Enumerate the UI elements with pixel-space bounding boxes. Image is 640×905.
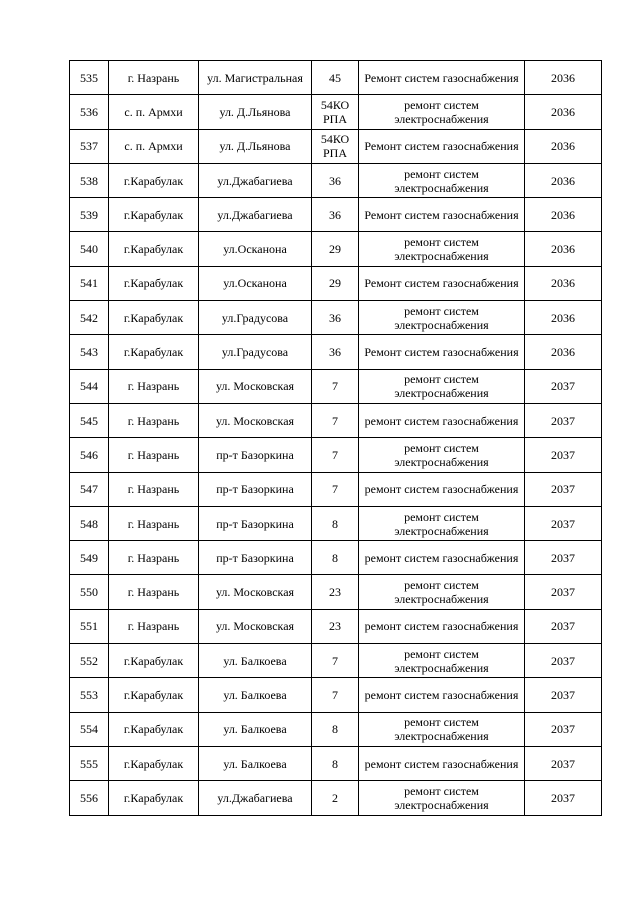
year-cell-text: 2037 xyxy=(551,619,575,634)
settlement-cell-text: г. Назрань xyxy=(127,585,180,600)
row-number-cell xyxy=(70,266,109,300)
house-number-cell xyxy=(312,403,359,437)
settlement-cell xyxy=(109,301,199,335)
house-number-cell-text: 7 xyxy=(332,482,338,497)
work-type-cell-text: ремонт систем электроснабжения xyxy=(394,715,489,744)
year-cell-text: 2036 xyxy=(551,276,575,291)
house-number-cell-text: 23 xyxy=(329,619,341,634)
settlement-cell-text: с. п. Армхи xyxy=(124,104,183,119)
settlement-cell xyxy=(109,712,199,746)
year-cell-text: 2037 xyxy=(551,413,575,428)
house-number-cell xyxy=(312,301,359,335)
year-cell-text: 2036 xyxy=(551,242,575,257)
street-cell-text: ул. Магистральная xyxy=(207,70,303,85)
house-number-cell-text: 7 xyxy=(332,413,338,428)
settlement-cell xyxy=(109,403,199,437)
street-cell xyxy=(199,781,312,815)
street-cell-text: ул. Д.Льянова xyxy=(219,104,291,119)
row-number-cell-text: 551 xyxy=(80,619,98,634)
street-cell xyxy=(199,438,312,472)
row-number-cell xyxy=(70,129,109,163)
row-number-cell xyxy=(70,335,109,369)
street-cell xyxy=(199,746,312,780)
house-number-cell-text: 7 xyxy=(332,379,338,394)
work-type-cell-text: ремонт систем газоснабжения xyxy=(364,413,519,428)
street-cell-text: ул. Балкоева xyxy=(223,687,287,702)
row-number-cell xyxy=(70,541,109,575)
street-cell-text: пр-т Базоркина xyxy=(216,550,294,565)
work-type-cell-text: Ремонт систем газоснабжения xyxy=(364,276,519,291)
settlement-cell-text: г.Карабулак xyxy=(123,687,184,702)
street-cell-text: ул. Московская xyxy=(215,379,295,394)
year-cell-text: 2036 xyxy=(551,345,575,360)
house-number-cell xyxy=(312,575,359,609)
row-number-cell xyxy=(70,712,109,746)
work-type-cell xyxy=(359,61,525,95)
work-type-cell-text: ремонт систем газоснабжения xyxy=(364,756,519,771)
work-type-cell xyxy=(359,163,525,197)
row-number-cell-text: 542 xyxy=(80,310,98,325)
settlement-cell-text: г.Карабулак xyxy=(123,276,184,291)
house-number-cell xyxy=(312,746,359,780)
settlement-cell-text: г. Назрань xyxy=(127,413,180,428)
row-number-cell-text: 543 xyxy=(80,345,98,360)
street-cell-text: ул. Московская xyxy=(215,585,295,600)
work-type-cell xyxy=(359,575,525,609)
house-number-cell xyxy=(312,472,359,506)
table-row xyxy=(70,506,602,540)
work-type-cell xyxy=(359,781,525,815)
row-number-cell xyxy=(70,95,109,129)
row-number-cell-text: 556 xyxy=(80,790,98,805)
year-cell xyxy=(525,95,602,129)
row-number-cell-text: 535 xyxy=(80,70,98,85)
street-cell xyxy=(199,369,312,403)
house-number-cell-text: 54КО РПА xyxy=(320,97,350,126)
work-type-cell-text: ремонт систем электроснабжения xyxy=(394,303,489,332)
house-number-cell-text: 7 xyxy=(332,687,338,702)
year-cell-text: 2036 xyxy=(551,70,575,85)
row-number-cell-text: 539 xyxy=(80,207,98,222)
street-cell xyxy=(199,95,312,129)
table-row xyxy=(70,746,602,780)
row-number-cell xyxy=(70,61,109,95)
settlement-cell xyxy=(109,335,199,369)
street-cell-text: ул. Московская xyxy=(215,619,295,634)
work-type-cell-text: ремонт систем электроснабжения xyxy=(394,646,489,675)
house-number-cell-text: 2 xyxy=(332,790,338,805)
street-cell xyxy=(199,335,312,369)
year-cell-text: 2037 xyxy=(551,790,575,805)
street-cell-text: ул. Московская xyxy=(215,413,295,428)
table-row xyxy=(70,575,602,609)
year-cell xyxy=(525,232,602,266)
house-number-cell-text: 7 xyxy=(332,447,338,462)
house-number-cell xyxy=(312,61,359,95)
house-number-cell-text: 8 xyxy=(332,756,338,771)
house-number-cell xyxy=(312,266,359,300)
work-type-cell-text: ремонт систем электроснабжения xyxy=(394,578,489,607)
house-number-cell-text: 8 xyxy=(332,722,338,737)
settlement-cell-text: г. Назрань xyxy=(127,379,180,394)
settlement-cell xyxy=(109,232,199,266)
house-number-cell-text: 45 xyxy=(329,70,341,85)
house-number-cell xyxy=(312,781,359,815)
year-cell-text: 2037 xyxy=(551,687,575,702)
row-number-cell-text: 554 xyxy=(80,722,98,737)
street-cell xyxy=(199,644,312,678)
row-number-cell-text: 544 xyxy=(80,379,98,394)
work-type-cell xyxy=(359,678,525,712)
settlement-cell xyxy=(109,438,199,472)
settlement-cell-text: г. Назрань xyxy=(127,516,180,531)
work-type-cell-text: ремонт систем электроснабжения xyxy=(394,235,489,264)
year-cell-text: 2037 xyxy=(551,447,575,462)
street-cell xyxy=(199,301,312,335)
settlement-cell xyxy=(109,266,199,300)
work-type-cell-text: ремонт систем электроснабжения xyxy=(394,372,489,401)
table-row xyxy=(70,266,602,300)
settlement-cell-text: г.Карабулак xyxy=(123,653,184,668)
settlement-cell xyxy=(109,781,199,815)
year-cell xyxy=(525,781,602,815)
street-cell-text: ул.Джабагиева xyxy=(217,173,293,188)
table-row xyxy=(70,198,602,232)
work-type-cell-text: ремонт систем газоснабжения xyxy=(364,619,519,634)
house-number-cell-text: 36 xyxy=(329,345,341,360)
table-row xyxy=(70,781,602,815)
settlement-cell-text: г.Карабулак xyxy=(123,173,184,188)
work-type-cell-text: Ремонт систем газоснабжения xyxy=(364,139,519,154)
year-cell xyxy=(525,575,602,609)
work-type-cell xyxy=(359,198,525,232)
row-number-cell xyxy=(70,198,109,232)
table-row xyxy=(70,61,602,95)
street-cell-text: ул. Д.Льянова xyxy=(219,139,291,154)
row-number-cell-text: 547 xyxy=(80,482,98,497)
street-cell-text: ул.Градусова xyxy=(221,310,289,325)
settlement-cell-text: г.Карабулак xyxy=(123,242,184,257)
settlement-cell xyxy=(109,506,199,540)
work-type-cell-text: Ремонт систем газоснабжения xyxy=(364,345,519,360)
work-type-cell-text: Ремонт систем газоснабжения xyxy=(364,70,519,85)
work-type-cell-text: ремонт систем электроснабжения xyxy=(394,509,489,538)
work-type-cell xyxy=(359,129,525,163)
work-type-cell xyxy=(359,335,525,369)
settlement-cell-text: г. Назрань xyxy=(127,447,180,462)
street-cell xyxy=(199,129,312,163)
house-number-cell xyxy=(312,163,359,197)
table-row xyxy=(70,609,602,643)
street-cell-text: пр-т Базоркина xyxy=(216,516,294,531)
house-number-cell-text: 23 xyxy=(329,585,341,600)
table-body xyxy=(70,61,602,816)
table-row xyxy=(70,403,602,437)
table-row xyxy=(70,438,602,472)
row-number-cell-text: 549 xyxy=(80,550,98,565)
work-type-cell xyxy=(359,644,525,678)
year-cell xyxy=(525,198,602,232)
work-type-cell-text: ремонт систем газоснабжения xyxy=(364,550,519,565)
work-type-cell xyxy=(359,301,525,335)
settlement-cell-text: г. Назрань xyxy=(127,70,180,85)
row-number-cell-text: 537 xyxy=(80,139,98,154)
street-cell xyxy=(199,198,312,232)
year-cell-text: 2037 xyxy=(551,482,575,497)
house-number-cell-text: 8 xyxy=(332,550,338,565)
table-row xyxy=(70,301,602,335)
settlement-cell xyxy=(109,61,199,95)
row-number-cell xyxy=(70,644,109,678)
street-cell-text: ул. Балкоева xyxy=(223,756,287,771)
street-cell xyxy=(199,541,312,575)
settlement-cell xyxy=(109,472,199,506)
house-number-cell-text: 36 xyxy=(329,207,341,222)
settlement-cell-text: г. Назрань xyxy=(127,482,180,497)
work-type-cell xyxy=(359,369,525,403)
work-type-cell-text: ремонт систем газоснабжения xyxy=(364,687,519,702)
street-cell xyxy=(199,575,312,609)
settlement-cell-text: с. п. Армхи xyxy=(124,139,183,154)
settlement-cell-text: г.Карабулак xyxy=(123,790,184,805)
row-number-cell-text: 536 xyxy=(80,104,98,119)
street-cell xyxy=(199,472,312,506)
settlement-cell xyxy=(109,678,199,712)
settlement-cell-text: г.Карабулак xyxy=(123,207,184,222)
settlement-cell xyxy=(109,575,199,609)
year-cell-text: 2037 xyxy=(551,550,575,565)
street-cell-text: ул.Осканона xyxy=(223,276,287,291)
table-row xyxy=(70,541,602,575)
house-number-cell-text: 36 xyxy=(329,173,341,188)
settlement-cell xyxy=(109,95,199,129)
row-number-cell xyxy=(70,369,109,403)
year-cell xyxy=(525,712,602,746)
row-number-cell xyxy=(70,472,109,506)
work-type-cell-text: ремонт систем электроснабжения xyxy=(394,783,489,812)
year-cell-text: 2036 xyxy=(551,310,575,325)
year-cell xyxy=(525,335,602,369)
year-cell-text: 2036 xyxy=(551,104,575,119)
street-cell-text: пр-т Базоркина xyxy=(216,447,294,462)
settlement-cell xyxy=(109,198,199,232)
work-type-cell xyxy=(359,95,525,129)
house-number-cell xyxy=(312,712,359,746)
house-number-cell xyxy=(312,506,359,540)
house-number-cell xyxy=(312,335,359,369)
year-cell xyxy=(525,644,602,678)
table-row xyxy=(70,644,602,678)
year-cell-text: 2036 xyxy=(551,173,575,188)
year-cell xyxy=(525,163,602,197)
house-number-cell-text: 36 xyxy=(329,310,341,325)
year-cell xyxy=(525,301,602,335)
house-number-cell xyxy=(312,129,359,163)
row-number-cell xyxy=(70,575,109,609)
work-type-cell xyxy=(359,438,525,472)
settlement-cell-text: г. Назрань xyxy=(127,619,180,634)
year-cell xyxy=(525,746,602,780)
row-number-cell xyxy=(70,506,109,540)
house-number-cell xyxy=(312,438,359,472)
year-cell xyxy=(525,61,602,95)
house-number-cell xyxy=(312,609,359,643)
house-number-cell xyxy=(312,95,359,129)
house-number-cell-text: 29 xyxy=(329,242,341,257)
house-number-cell-text: 8 xyxy=(332,516,338,531)
year-cell xyxy=(525,369,602,403)
row-number-cell xyxy=(70,163,109,197)
row-number-cell-text: 541 xyxy=(80,276,98,291)
house-number-cell xyxy=(312,369,359,403)
year-cell xyxy=(525,438,602,472)
house-number-cell-text: 29 xyxy=(329,276,341,291)
year-cell xyxy=(525,678,602,712)
work-type-cell-text: ремонт систем электроснабжения xyxy=(394,166,489,195)
row-number-cell-text: 546 xyxy=(80,447,98,462)
house-number-cell-text: 54КО РПА xyxy=(320,132,350,161)
street-cell xyxy=(199,163,312,197)
street-cell xyxy=(199,609,312,643)
street-cell-text: ул.Джабагиева xyxy=(217,207,293,222)
table-row xyxy=(70,95,602,129)
work-type-cell xyxy=(359,746,525,780)
settlement-cell-text: г.Карабулак xyxy=(123,310,184,325)
table-row xyxy=(70,232,602,266)
year-cell-text: 2037 xyxy=(551,722,575,737)
row-number-cell xyxy=(70,746,109,780)
work-type-cell-text: ремонт систем электроснабжения xyxy=(394,440,489,469)
year-cell xyxy=(525,472,602,506)
row-number-cell xyxy=(70,781,109,815)
row-number-cell-text: 540 xyxy=(80,242,98,257)
row-number-cell-text: 553 xyxy=(80,687,98,702)
settlement-cell xyxy=(109,163,199,197)
row-number-cell xyxy=(70,678,109,712)
year-cell-text: 2036 xyxy=(551,139,575,154)
street-cell xyxy=(199,678,312,712)
street-cell-text: ул.Градусова xyxy=(221,345,289,360)
table-row xyxy=(70,129,602,163)
house-number-cell xyxy=(312,198,359,232)
row-number-cell xyxy=(70,403,109,437)
settlement-cell-text: г.Карабулак xyxy=(123,756,184,771)
house-number-cell xyxy=(312,541,359,575)
year-cell-text: 2036 xyxy=(551,207,575,222)
table-row xyxy=(70,335,602,369)
row-number-cell xyxy=(70,301,109,335)
year-cell xyxy=(525,609,602,643)
work-type-cell xyxy=(359,506,525,540)
repair-schedule-table xyxy=(69,60,602,816)
street-cell xyxy=(199,403,312,437)
house-number-cell-text: 7 xyxy=(332,653,338,668)
work-type-cell xyxy=(359,403,525,437)
table-row xyxy=(70,678,602,712)
work-type-cell xyxy=(359,541,525,575)
row-number-cell xyxy=(70,438,109,472)
settlement-cell-text: г. Назрань xyxy=(127,550,180,565)
street-cell xyxy=(199,61,312,95)
year-cell-text: 2037 xyxy=(551,516,575,531)
settlement-cell-text: г.Карабулак xyxy=(123,722,184,737)
street-cell xyxy=(199,712,312,746)
work-type-cell xyxy=(359,232,525,266)
work-type-cell xyxy=(359,609,525,643)
settlement-cell-text: г.Карабулак xyxy=(123,345,184,360)
year-cell-text: 2037 xyxy=(551,653,575,668)
settlement-cell xyxy=(109,644,199,678)
street-cell-text: ул.Джабагиева xyxy=(217,790,293,805)
street-cell-text: ул. Балкоева xyxy=(223,653,287,668)
street-cell-text: ул. Балкоева xyxy=(223,722,287,737)
settlement-cell xyxy=(109,609,199,643)
house-number-cell xyxy=(312,232,359,266)
row-number-cell xyxy=(70,232,109,266)
street-cell xyxy=(199,506,312,540)
year-cell-text: 2037 xyxy=(551,585,575,600)
year-cell xyxy=(525,129,602,163)
work-type-cell-text: ремонт систем электроснабжения xyxy=(394,97,489,126)
settlement-cell xyxy=(109,746,199,780)
year-cell xyxy=(525,403,602,437)
table-row xyxy=(70,712,602,746)
table-row xyxy=(70,163,602,197)
year-cell-text: 2037 xyxy=(551,756,575,771)
year-cell xyxy=(525,506,602,540)
work-type-cell-text: ремонт систем газоснабжения xyxy=(364,482,519,497)
row-number-cell-text: 538 xyxy=(80,173,98,188)
street-cell xyxy=(199,232,312,266)
row-number-cell-text: 550 xyxy=(80,585,98,600)
year-cell xyxy=(525,266,602,300)
row-number-cell-text: 548 xyxy=(80,516,98,531)
settlement-cell xyxy=(109,541,199,575)
year-cell xyxy=(525,541,602,575)
row-number-cell-text: 552 xyxy=(80,653,98,668)
table-row xyxy=(70,369,602,403)
work-type-cell-text: Ремонт систем газоснабжения xyxy=(364,207,519,222)
street-cell xyxy=(199,266,312,300)
house-number-cell xyxy=(312,644,359,678)
table-row xyxy=(70,472,602,506)
settlement-cell xyxy=(109,129,199,163)
settlement-cell xyxy=(109,369,199,403)
street-cell-text: ул.Осканона xyxy=(223,242,287,257)
year-cell-text: 2037 xyxy=(551,379,575,394)
work-type-cell xyxy=(359,712,525,746)
row-number-cell-text: 545 xyxy=(80,413,98,428)
street-cell-text: пр-т Базоркина xyxy=(216,482,294,497)
row-number-cell xyxy=(70,609,109,643)
work-type-cell xyxy=(359,472,525,506)
house-number-cell xyxy=(312,678,359,712)
row-number-cell-text: 555 xyxy=(80,756,98,771)
work-type-cell xyxy=(359,266,525,300)
